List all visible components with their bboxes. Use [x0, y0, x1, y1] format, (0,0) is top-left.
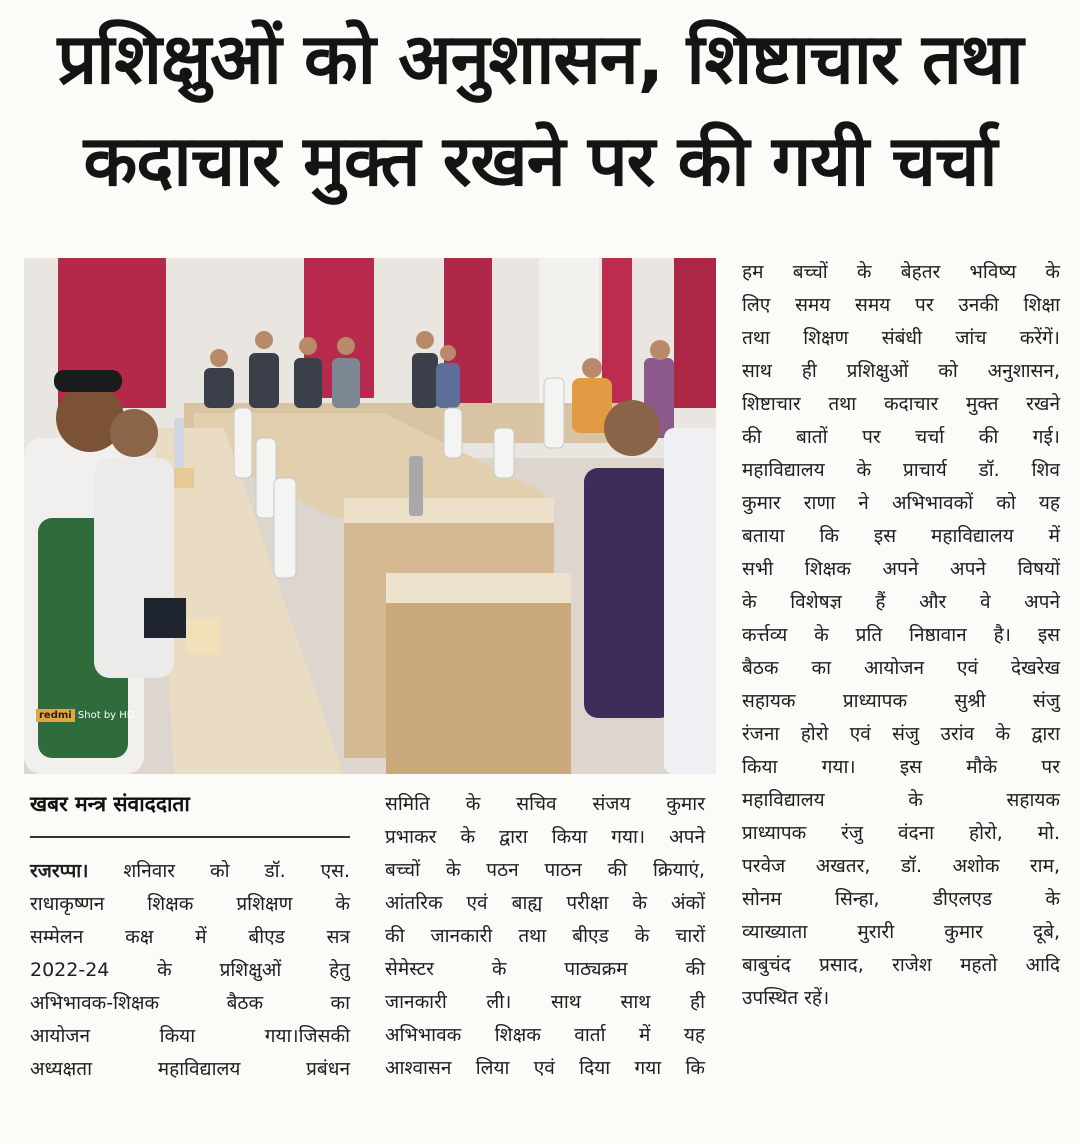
column-3-line-11: के विशेषज्ञ हैं और वे अपने	[742, 591, 1060, 613]
column-1-line-2: राधाकृष्णन शिक्षक प्रशिक्षण के	[30, 893, 350, 915]
watermark-brand: redmi	[36, 709, 75, 722]
column-3-line-19: परवेज अखतर, डॉ. अशोक राम,	[742, 855, 1060, 877]
column-3-line-4: साथ ही प्रशिक्षुओं को अनुशासन,	[742, 360, 1060, 382]
column-2-line-4: आंतरिक एवं बाह्य परीक्षा के अंकों	[385, 892, 705, 914]
column-3-line-13: बैठक का आयोजन एवं देखरेख	[742, 657, 1060, 679]
column-1-line-4: 2022-24 के प्रशिक्षुओं हेतु	[30, 959, 350, 981]
column-3-line-22: बाबुचंद प्रसाद, राजेश महतो आदि	[742, 954, 1060, 976]
article-column-3	[742, 256, 1060, 1015]
column-1-line-3: सम्मेलन कक्ष में बीएड सत्र	[30, 926, 350, 948]
column-1-line-1: रजरप्पा। शनिवार को डॉ. एस.	[30, 860, 350, 882]
column-3-line-17: महाविद्यालय के सहायक	[742, 789, 1060, 811]
column-2-line-2: प्रभाकर के द्वारा किया गया। अपने	[385, 826, 705, 848]
byline: खबर मन्त्र संवाददाता	[30, 790, 350, 838]
meeting-room-illustration	[24, 258, 716, 774]
photo-watermark	[36, 710, 135, 721]
column-2-line-5: की जानकारी तथा बीएड के चारों	[385, 925, 705, 947]
news-photo	[24, 258, 716, 774]
column-3-line-20: सोनम सिन्हा, डीएलएड के	[742, 888, 1060, 910]
column-2-line-3: बच्चों के पठन पाठन की क्रियाएं,	[385, 859, 705, 881]
column-3-line-18: प्राध्यापक रंजु वंदना होरो, मो.	[742, 822, 1060, 844]
column-3-line-2: लिए समय समय पर उनकी शिक्षा	[742, 294, 1060, 316]
headline-line-2: कदाचार मुक्त रखने पर की गयी चर्चा	[83, 120, 997, 202]
column-2-line-9: आश्वासन लिया एवं दिया गया कि	[385, 1057, 705, 1079]
article-column-1	[30, 855, 350, 1086]
column-3-line-7: महाविद्यालय के प्राचार्य डॉ. शिव	[742, 459, 1060, 481]
column-3-line-21: व्याख्याता मुरारी कुमार दूबे,	[742, 921, 1060, 943]
headline-line-1: प्रशिक्षुओं को अनुशासन, शिष्टाचार तथा	[57, 18, 1023, 100]
watermark-text: Shot by HD	[77, 710, 135, 721]
column-3-line-23: उपस्थित रहें।	[742, 987, 830, 1009]
column-3-line-5: शिष्टाचार तथा कदाचार मुक्त रखने	[742, 393, 1060, 415]
column-3-line-12: कर्त्तव्य के प्रति निष्ठावान है। इस	[742, 624, 1060, 646]
column-3-line-14: सहायक प्राध्यापक सुश्री संजु	[742, 690, 1060, 712]
column-3-line-8: कुमार राणा ने अभिभावकों को यह	[742, 492, 1060, 514]
column-3-line-1: हम बच्चों के बेहतर भविष्य के	[742, 261, 1060, 283]
column-3-line-3: तथा शिक्षण संबंधी जांच करेंगें।	[742, 327, 1060, 349]
column-3-line-6: की बातों पर चर्चा की गई।	[742, 426, 1060, 448]
column-3-line-15: रंजना होरो एवं संजु उरांव के द्वारा	[742, 723, 1060, 745]
article-column-2	[385, 788, 705, 1085]
column-1-line-6: आयोजन किया गया।जिसकी	[30, 1025, 350, 1047]
column-2-line-6: सेमेस्टर के पाठ्यक्रम की	[385, 958, 705, 980]
column-3-line-10: सभी शिक्षक अपने अपने विषयों	[742, 558, 1060, 580]
column-3-line-9: बताया कि इस महाविद्यालय में	[742, 525, 1060, 547]
column-1-line-7: अध्यक्षता महाविद्यालय प्रबंधन	[30, 1058, 350, 1080]
column-3-line-16: किया गया। इस मौके पर	[742, 756, 1060, 778]
headline	[20, 8, 1060, 212]
column-1-line-5: अभिभावक-शिक्षक बैठक का	[30, 992, 350, 1014]
column-2-line-8: अभिभावक शिक्षक वार्ता में यह	[385, 1024, 705, 1046]
dateline-place: रजरप्पा।	[30, 860, 89, 882]
column-2-line-1: समिति के सचिव संजय कुमार	[385, 793, 705, 815]
column-2-line-7: जानकारी ली। साथ साथ ही	[385, 991, 705, 1013]
